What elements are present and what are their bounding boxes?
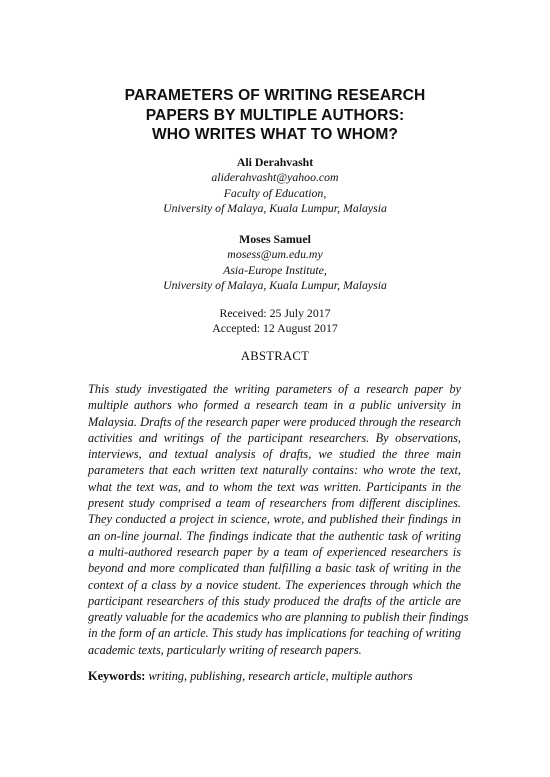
- abstract-line: academic texts, particularly writing of research papers.: [88, 642, 362, 657]
- author-email: mosess@um.edu.my: [227, 247, 323, 262]
- author-name: Moses Samuel: [239, 232, 311, 246]
- submission-dates: [60, 306, 490, 337]
- abstract-line: beyond and more complicated than fulfilling a basic task of writing in the: [88, 561, 461, 576]
- keywords-label: Keywords:: [88, 669, 146, 683]
- abstract-line: present study comprised a team of researchers from different disciplines.: [88, 496, 461, 511]
- keywords-text: writing, publishing, research article, multiple authors: [148, 669, 413, 683]
- abstract-line: what the text was, and to whom the text was written. Participants in the: [88, 479, 461, 494]
- abstract-line: in the form of an article. This study has implications for teaching of writing: [88, 626, 461, 641]
- abstract-line: They conducted a project in science, wrote, and published their findings in: [88, 512, 461, 527]
- author-affiliation: Asia-Europe Institute,: [223, 262, 327, 277]
- abstract-line: Malaysia. Drafts of the research paper were produced through the research: [88, 414, 461, 429]
- title-line: PARAMETERS OF WRITING RESEARCH: [124, 87, 426, 104]
- title-line: WHO WRITES WHAT TO WHOM?: [151, 126, 399, 143]
- abstract-line: interviews, and textual analysis of drafts, we studied the three main: [88, 447, 461, 462]
- author-affiliation: University of Malaya, Kuala Lumpur, Malaysia: [163, 201, 387, 216]
- abstract-line: participant researchers of this study produced the drafts of the article are: [88, 593, 461, 608]
- author-affiliation: Faculty of Education,: [223, 185, 327, 200]
- author-affiliation: University of Malaya, Kuala Lumpur, Malaysia: [163, 278, 387, 293]
- keywords: [88, 668, 461, 684]
- author-name: Ali Derahvasht: [236, 155, 314, 169]
- author-block-1: [60, 155, 490, 217]
- abstract-heading: ABSTRACT: [240, 349, 310, 363]
- author-email: aliderahvasht@yahoo.com: [211, 170, 339, 185]
- title-line: PAPERS BY MULTIPLE AUTHORS:: [145, 106, 405, 124]
- accepted-date: Accepted: 12 August 2017: [212, 321, 338, 336]
- abstract-line: context of a class by a novice student. The experiences through which the: [88, 577, 461, 592]
- abstract-line: an on-line journal. The findings indicate that the authentic task of writing: [88, 528, 461, 543]
- author-block-2: [60, 232, 490, 294]
- abstract-line: parameters that each written text naturally contains: who wrote the text,: [88, 463, 461, 478]
- abstract-line: multiple authors who formed a research team in a public university in: [88, 398, 461, 413]
- abstract-body: [88, 381, 469, 658]
- paper-title: [60, 86, 490, 145]
- received-date: Received: 25 July 2017: [219, 306, 331, 320]
- abstract-line: This study investigated the writing parameters of a research paper by: [88, 382, 461, 396]
- abstract-line: greatly valuable for the academics who are planning to publish their findings: [88, 610, 469, 625]
- abstract-line: a multi-authored research paper by a team of experienced researchers is: [88, 544, 461, 559]
- abstract-line: activities and writings of the participant researchers. By observations,: [88, 430, 461, 445]
